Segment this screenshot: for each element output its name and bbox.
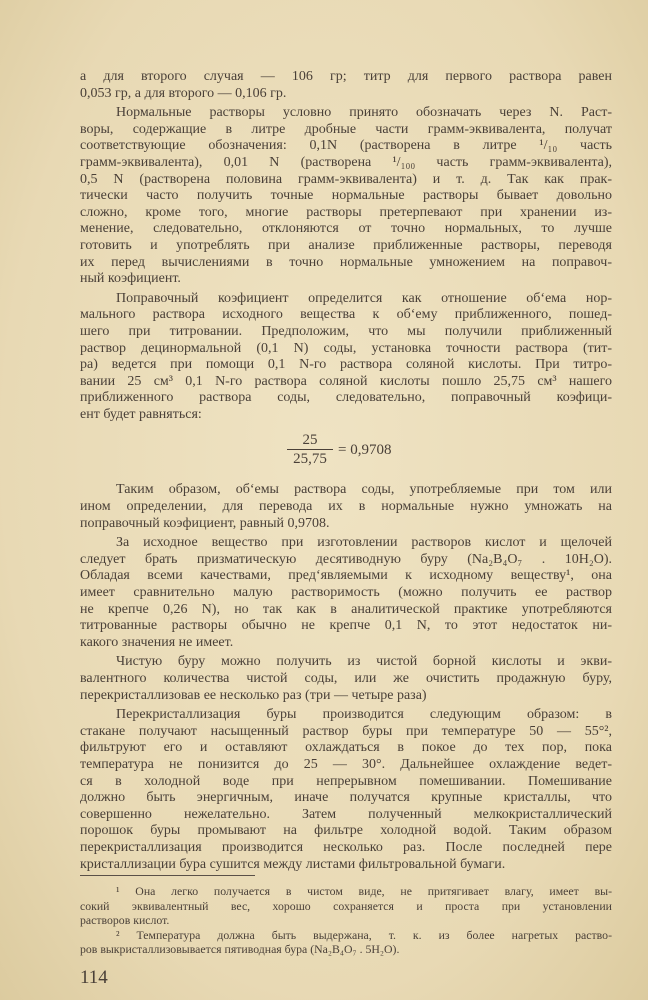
text-line: соответствующие обозначения: 0,1N (растворена в литре ¹/₁₀ часть — [80, 138, 612, 154]
text-line: ент будет равняться: — [80, 406, 202, 422]
footnote-line: ¹ Она легко получается в чистом виде, не притягивает влагу, имеет вы- — [116, 884, 612, 898]
text-line: Обладая всеми качествами, пред‘являемыми к исходному веществу¹, она — [80, 568, 612, 584]
text-line: должно быть энергичным, иначе получатся крупные кристаллы, что — [80, 790, 612, 806]
footnote-line: ² Температура должна быть выдержана, т. к. из более нагретых раство- — [116, 927, 612, 942]
text-line: менение, следовательно, отклоняются от точно нормальных, то лучше — [80, 221, 612, 237]
text-line: Таким образом, об‘емы раствора соды, употребляемые при том или — [116, 482, 612, 498]
footnote-line: ров выкристаллизовывается пятиводная бура (Na₂B₄O₇ . 5H₂O). — [80, 942, 400, 957]
text-line: Перекристаллизация буры производится следующим образом: в — [116, 707, 612, 723]
text-line: сложно, кроме того, многие растворы претерпевают при хранении из- — [80, 204, 612, 220]
footnote-line: растворов кислот. — [80, 913, 170, 928]
text-line: имеет сравнительно малую растворимость (можно получить ее раствор — [80, 585, 612, 601]
text-line: кристаллизации бура сушится между листами фильтровальной бумаги. — [80, 856, 506, 872]
text-line: температура не понизится до 25 — 30°. Дальнейшее охлаждение ведет- — [80, 756, 612, 772]
footnote-divider — [80, 875, 255, 876]
formula-denominator: 25,75 — [293, 451, 327, 468]
formula-numerator: 25 — [287, 431, 333, 450]
paragraph — [80, 69, 612, 102]
formula-result: = 0,9708 — [338, 442, 392, 459]
text-line: 0,053 гр, а для второго — 0,106 гр. — [80, 85, 287, 101]
text-line: готовить и употреблять при анализе приближенные растворы, переводя — [80, 237, 612, 253]
text-line: грамм-эквивалента), 0,01 N (растворена ¹/₁₀₀ часть грамм-эквивалента), — [80, 154, 612, 170]
footnote — [80, 928, 612, 957]
text-line: мального раствора исходного вещества к об‘ему приближенного, пошед- — [80, 307, 612, 323]
text-line: ином определении, для перевода их в нормальные нужно умножать на — [80, 499, 612, 515]
paragraph — [80, 291, 612, 424]
page-number: 114 — [80, 967, 108, 988]
text-line: ный коэфициент. — [80, 271, 181, 287]
body-text — [80, 66, 612, 873]
footnote — [80, 884, 612, 928]
text-line: ра) ведется при помощи 0,1 N-го раствора соляной кислоты. При титро- — [80, 357, 612, 373]
text-line: совершенно нежелательно. Затем полученный мелкокристаллический — [80, 806, 612, 822]
text-line: вании 25 см³ 0,1 N-го раствора соляной кислоты пошло 25,75 см³ нашего — [80, 373, 612, 389]
text-line: Чистую буру можно получить из чистой борной кислоты и экви- — [116, 654, 612, 670]
text-line: их перед вычислениями в точно нормальные умножением на поправоч- — [80, 254, 612, 270]
footnotes — [80, 884, 612, 957]
formula — [80, 423, 612, 479]
text-line: Нормальные растворы условно принято обозначать через N. Раст- — [116, 105, 612, 121]
text-line: ся в холодной воде при непрерывном помешивании. Помешивание — [80, 773, 612, 789]
text-line: Поправочный коэфициент определится как отношение об‘ема нор- — [116, 290, 612, 306]
text-line: фильтруют его и оставляют охлаждаться в покое до тех пор, пока — [80, 740, 612, 756]
text-line: тически часто получить точные нормальные растворы бывает довольно — [80, 188, 612, 204]
text-line: титрованные растворы обычно не крепче 0,1 N, то этот недостаток ни- — [80, 618, 612, 634]
text-line: перекристаллизация производится несколько раз. После последней пере — [80, 839, 612, 855]
text-line: валентного количества чистой соды, или же очистить продажную буру, — [80, 671, 612, 686]
text-line: стакане получают насыщенный раствор буры при температуре 50 — 55°², — [80, 723, 612, 739]
paragraph — [80, 482, 612, 532]
text-line: а для второго случая — 106 гр; титр для первого раствора равен — [80, 69, 612, 84]
text-line: 0,5 N (растворена половина грамм-эквивалента) и т. д. Так как прак- — [80, 171, 612, 187]
paragraph — [80, 707, 612, 873]
text-line: не крепче 0,26 N), но так как в аналитической практике употребляются — [80, 601, 612, 617]
text-line: какого значения не имеет. — [80, 634, 234, 650]
text-line: перекристаллизовав ее несколько раз (три — четыре раза) — [80, 687, 427, 703]
text-line: воры, содержащие в литре дробные части грамм-эквивалента, получат — [80, 121, 612, 137]
text-line: поправочный коэфициент, равный 0,9708. — [80, 515, 330, 531]
paragraph — [80, 654, 612, 704]
paragraph — [80, 105, 612, 288]
text-line: За исходное вещество при изготовлении растворов кислот и щелочей — [116, 535, 612, 551]
paragraph — [80, 535, 612, 651]
text-line: шего при титровании. Предположим, что мы получили приближенный — [80, 323, 612, 339]
text-line: порошок буры промывают на фильтре холодной водой. Таким образом — [80, 823, 612, 839]
text-line: раствор децинормальной (0,1 N) соды, установка точности раствора (тит- — [80, 340, 612, 356]
footnote-line: сокий эквивалентный вес, хорошо сохраняется и проста при установлении — [80, 898, 612, 913]
fraction — [287, 431, 333, 468]
text-line: следует брать призматическую десятиводную буру (Na₂B₄O₇ . 10H₂O). — [80, 551, 612, 567]
text-line: приближенного раствора соды, следовательно, поправочный коэфици- — [80, 390, 612, 406]
